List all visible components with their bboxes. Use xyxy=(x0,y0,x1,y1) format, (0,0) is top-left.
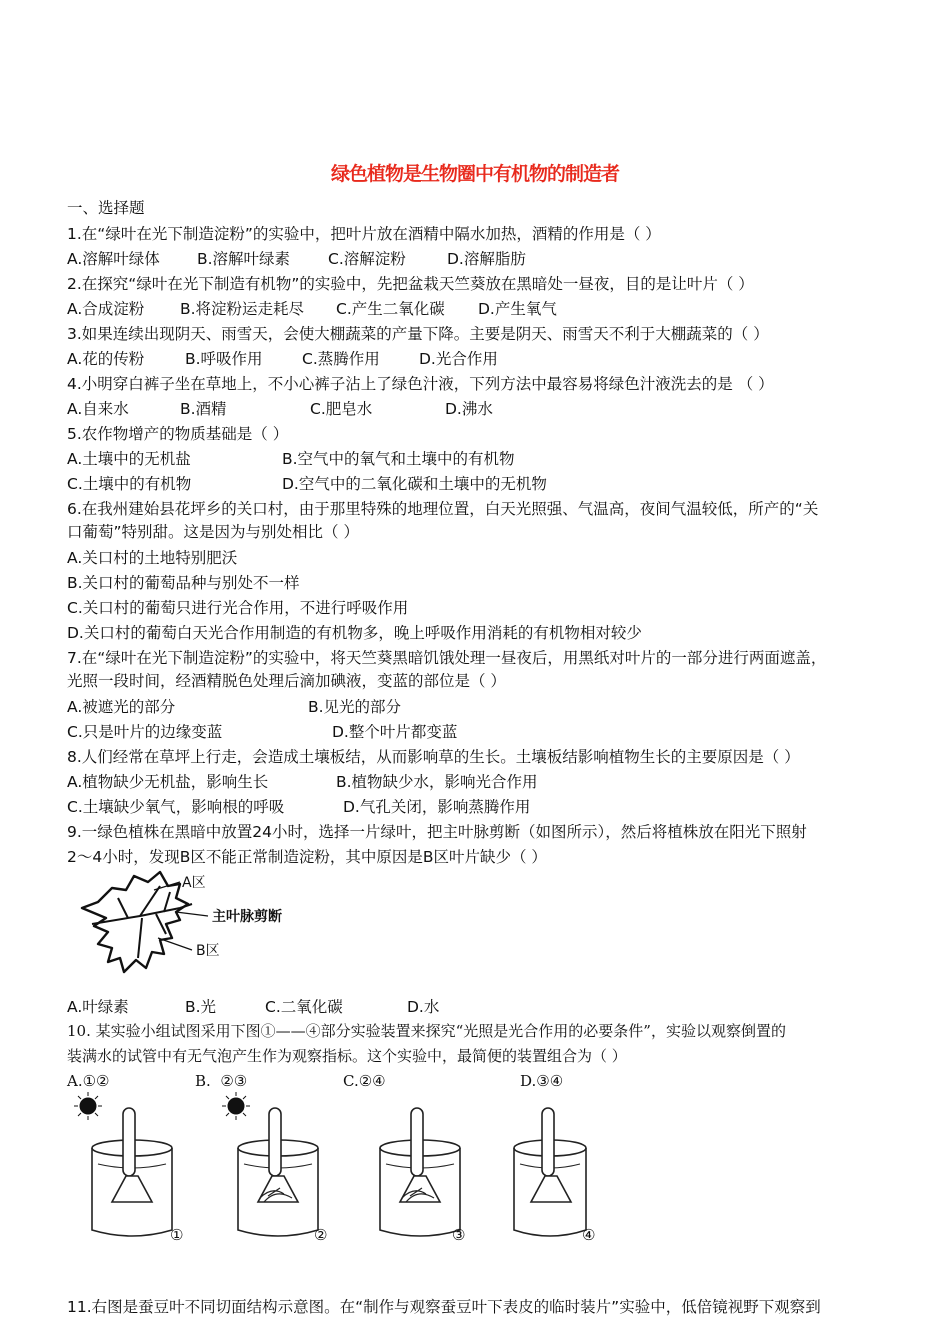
q9-option-d: D.水 xyxy=(407,998,440,1016)
question-4-stem: 4.小明穿白裤子坐在草地上，不小心裤子沾上了绿色汁液，下列方法中最容易将绿色汁液洗去的是 （ ） xyxy=(67,375,774,393)
label-beaker-4: ④ xyxy=(582,1226,596,1244)
q6-option-a: A.关口村的土地特别肥沃 xyxy=(67,549,238,567)
beaker-3 xyxy=(380,1108,460,1236)
beaker-4 xyxy=(514,1108,586,1236)
q10-option-d: D.③④ xyxy=(520,1072,564,1090)
q2-option-d: D.产生氧气 xyxy=(478,300,557,318)
q4-option-a: A.自来水 xyxy=(67,400,129,418)
q9-option-a: A.叶绿素 xyxy=(67,998,129,1016)
q1-option-b: B.溶解叶绿素 xyxy=(197,250,291,268)
q7-option-d: D.整个叶片都变蓝 xyxy=(332,723,458,741)
label-beaker-1: ① xyxy=(170,1226,184,1244)
q1-option-c: C.溶解淀粉 xyxy=(328,250,406,268)
q5-option-d: D.空气中的二氧化碳和土壤中的无机物 xyxy=(282,475,547,493)
q6-option-b: B.关口村的葡萄品种与别处不一样 xyxy=(67,574,300,592)
sun-icon xyxy=(74,1092,102,1120)
question-2-stem: 2.在探究“绿叶在光下制造有机物”的实验中，先把盆栽天竺葵放在黑暗处一昼夜，目的是让叶片（ ） xyxy=(67,275,754,293)
sun-icon xyxy=(222,1092,250,1120)
q3-option-d: D.光合作用 xyxy=(419,350,498,368)
q3-option-c: C.蒸腾作用 xyxy=(302,350,380,368)
leaf-diagram xyxy=(68,868,328,980)
q5-option-b: B.空气中的氧气和土壤中的有机物 xyxy=(282,450,515,468)
question-11-stem: 11.右图是蚕豆叶不同切面结构示意图。在“制作与观察蚕豆叶下表皮的临时装片”实验中，低倍镜视野下观察到 xyxy=(67,1298,821,1316)
q9-option-c: C.二氧化碳 xyxy=(265,998,343,1016)
beaker-2 xyxy=(238,1108,318,1236)
q2-option-b: B.将淀粉运走耗尽 xyxy=(180,300,305,318)
leader-lines xyxy=(154,882,208,950)
q1-option-d: D.溶解脂肪 xyxy=(447,250,526,268)
q1-option-a: A.溶解叶绿体 xyxy=(67,250,160,268)
q10-option-b: B. ②③ xyxy=(195,1072,248,1090)
q3-option-a: A.花的传粉 xyxy=(67,350,145,368)
question-8-stem: 8.人们经常在草坪上行走，会造成土壤板结，从而影响草的生长。土壤板结影响植物生长的主要原因是（ ） xyxy=(67,748,800,766)
q10-option-a: A.①② xyxy=(67,1072,110,1090)
q5-option-a: A.土壤中的无机盐 xyxy=(67,450,191,468)
q4-option-d: D.沸水 xyxy=(445,400,493,418)
leaf-outline xyxy=(82,872,188,972)
q2-option-a: A.合成淀粉 xyxy=(67,300,145,318)
question-7-stem-line-1: 7.在“绿叶在光下制造淀粉”的实验中，将天竺葵黑暗饥饿处理一昼夜后，用黑纸对叶片的一部分进行两面遮盖， xyxy=(67,649,827,667)
question-6-stem-line-2: 口葡萄”特别甜。这是因为与别处相比（ ） xyxy=(67,523,359,541)
q4-option-b: B.酒精 xyxy=(180,400,227,418)
label-zone-b: B区 xyxy=(196,943,220,959)
experiment-apparatus-figure xyxy=(60,1090,620,1250)
label-zone-a: A区 xyxy=(182,875,206,891)
question-7-stem-line-2: 光照一段时间，经酒精脱色处理后滴加碘液，变蓝的部位是（ ） xyxy=(67,672,506,690)
beaker-1 xyxy=(92,1108,172,1236)
label-beaker-3: ③ xyxy=(452,1226,466,1244)
section-heading: 一、选择题 xyxy=(67,199,145,217)
question-3-stem: 3.如果连续出现阴天、雨雪天，会使大棚蔬菜的产量下降。主要是阴天、雨雪天不利于大棚蔬菜的（ ） xyxy=(67,325,769,343)
question-9-stem-line-2: 2～4小时，发现B区不能正常制造淀粉，其中原因是B区叶片缺少（ ） xyxy=(67,848,547,866)
q9-option-b: B.光 xyxy=(185,998,217,1016)
q7-option-c: C.只是叶片的边缘变蓝 xyxy=(67,723,223,741)
q8-option-d: D.气孔关闭，影响蒸腾作用 xyxy=(343,798,531,816)
question-9-stem-line-1: 9.一绿色植株在黑暗中放置24小时，选择一片绿叶，把主叶脉剪断（如图所示），然后将植株放在阳光下照射 xyxy=(67,823,807,841)
q8-option-a: A.植物缺少无机盐，影响生长 xyxy=(67,773,269,791)
question-1-stem: 1.在“绿叶在光下制造淀粉”的实验中，把叶片放在酒精中隔水加热，酒精的作用是（ ） xyxy=(67,225,661,243)
question-5-stem: 5.农作物增产的物质基础是（ ） xyxy=(67,425,289,443)
q7-option-b: B.见光的部分 xyxy=(308,698,402,716)
q3-option-b: B.呼吸作用 xyxy=(185,350,263,368)
q6-option-c: C.关口村的葡萄只进行光合作用，不进行呼吸作用 xyxy=(67,599,409,617)
q6-option-d: D.关口村的葡萄白天光合作用制造的有机物多，晚上呼吸作用消耗的有机物相对较少 xyxy=(67,624,642,642)
q7-option-a: A.被遮光的部分 xyxy=(67,698,176,716)
question-10-stem-line-1: 10. 某实验小组试图采用下图①——④部分实验装置来探究“光照是光合作用的必要条件”，实验以观察倒置的 xyxy=(67,1022,786,1040)
question-6-stem-line-1: 6.在我州建始县花坪乡的关口村，由于那里特殊的地理位置，白天光照强、气温高，夜间气温较低，所产的“关 xyxy=(67,500,819,518)
q2-option-c: C.产生二氧化碳 xyxy=(336,300,445,318)
q10-option-c: C.②④ xyxy=(343,1072,386,1090)
question-10-stem-line-2: 装满水的试管中有无气泡产生作为观察指标。这个实验中，最简便的装置组合为（ ） xyxy=(67,1047,627,1065)
page-title: 绿色植物是生物圈中有机物的制造者 xyxy=(330,163,619,185)
q4-option-c: C.肥皂水 xyxy=(310,400,373,418)
q8-option-c: C.土壤缺少氧气，影响根的呼吸 xyxy=(67,798,285,816)
q5-option-c: C.土壤中的有机物 xyxy=(67,475,192,493)
q8-option-b: B.植物缺少水，影响光合作用 xyxy=(336,773,538,791)
label-midrib-cut: 主叶脉剪断 xyxy=(212,909,282,925)
label-beaker-2: ② xyxy=(314,1226,328,1244)
